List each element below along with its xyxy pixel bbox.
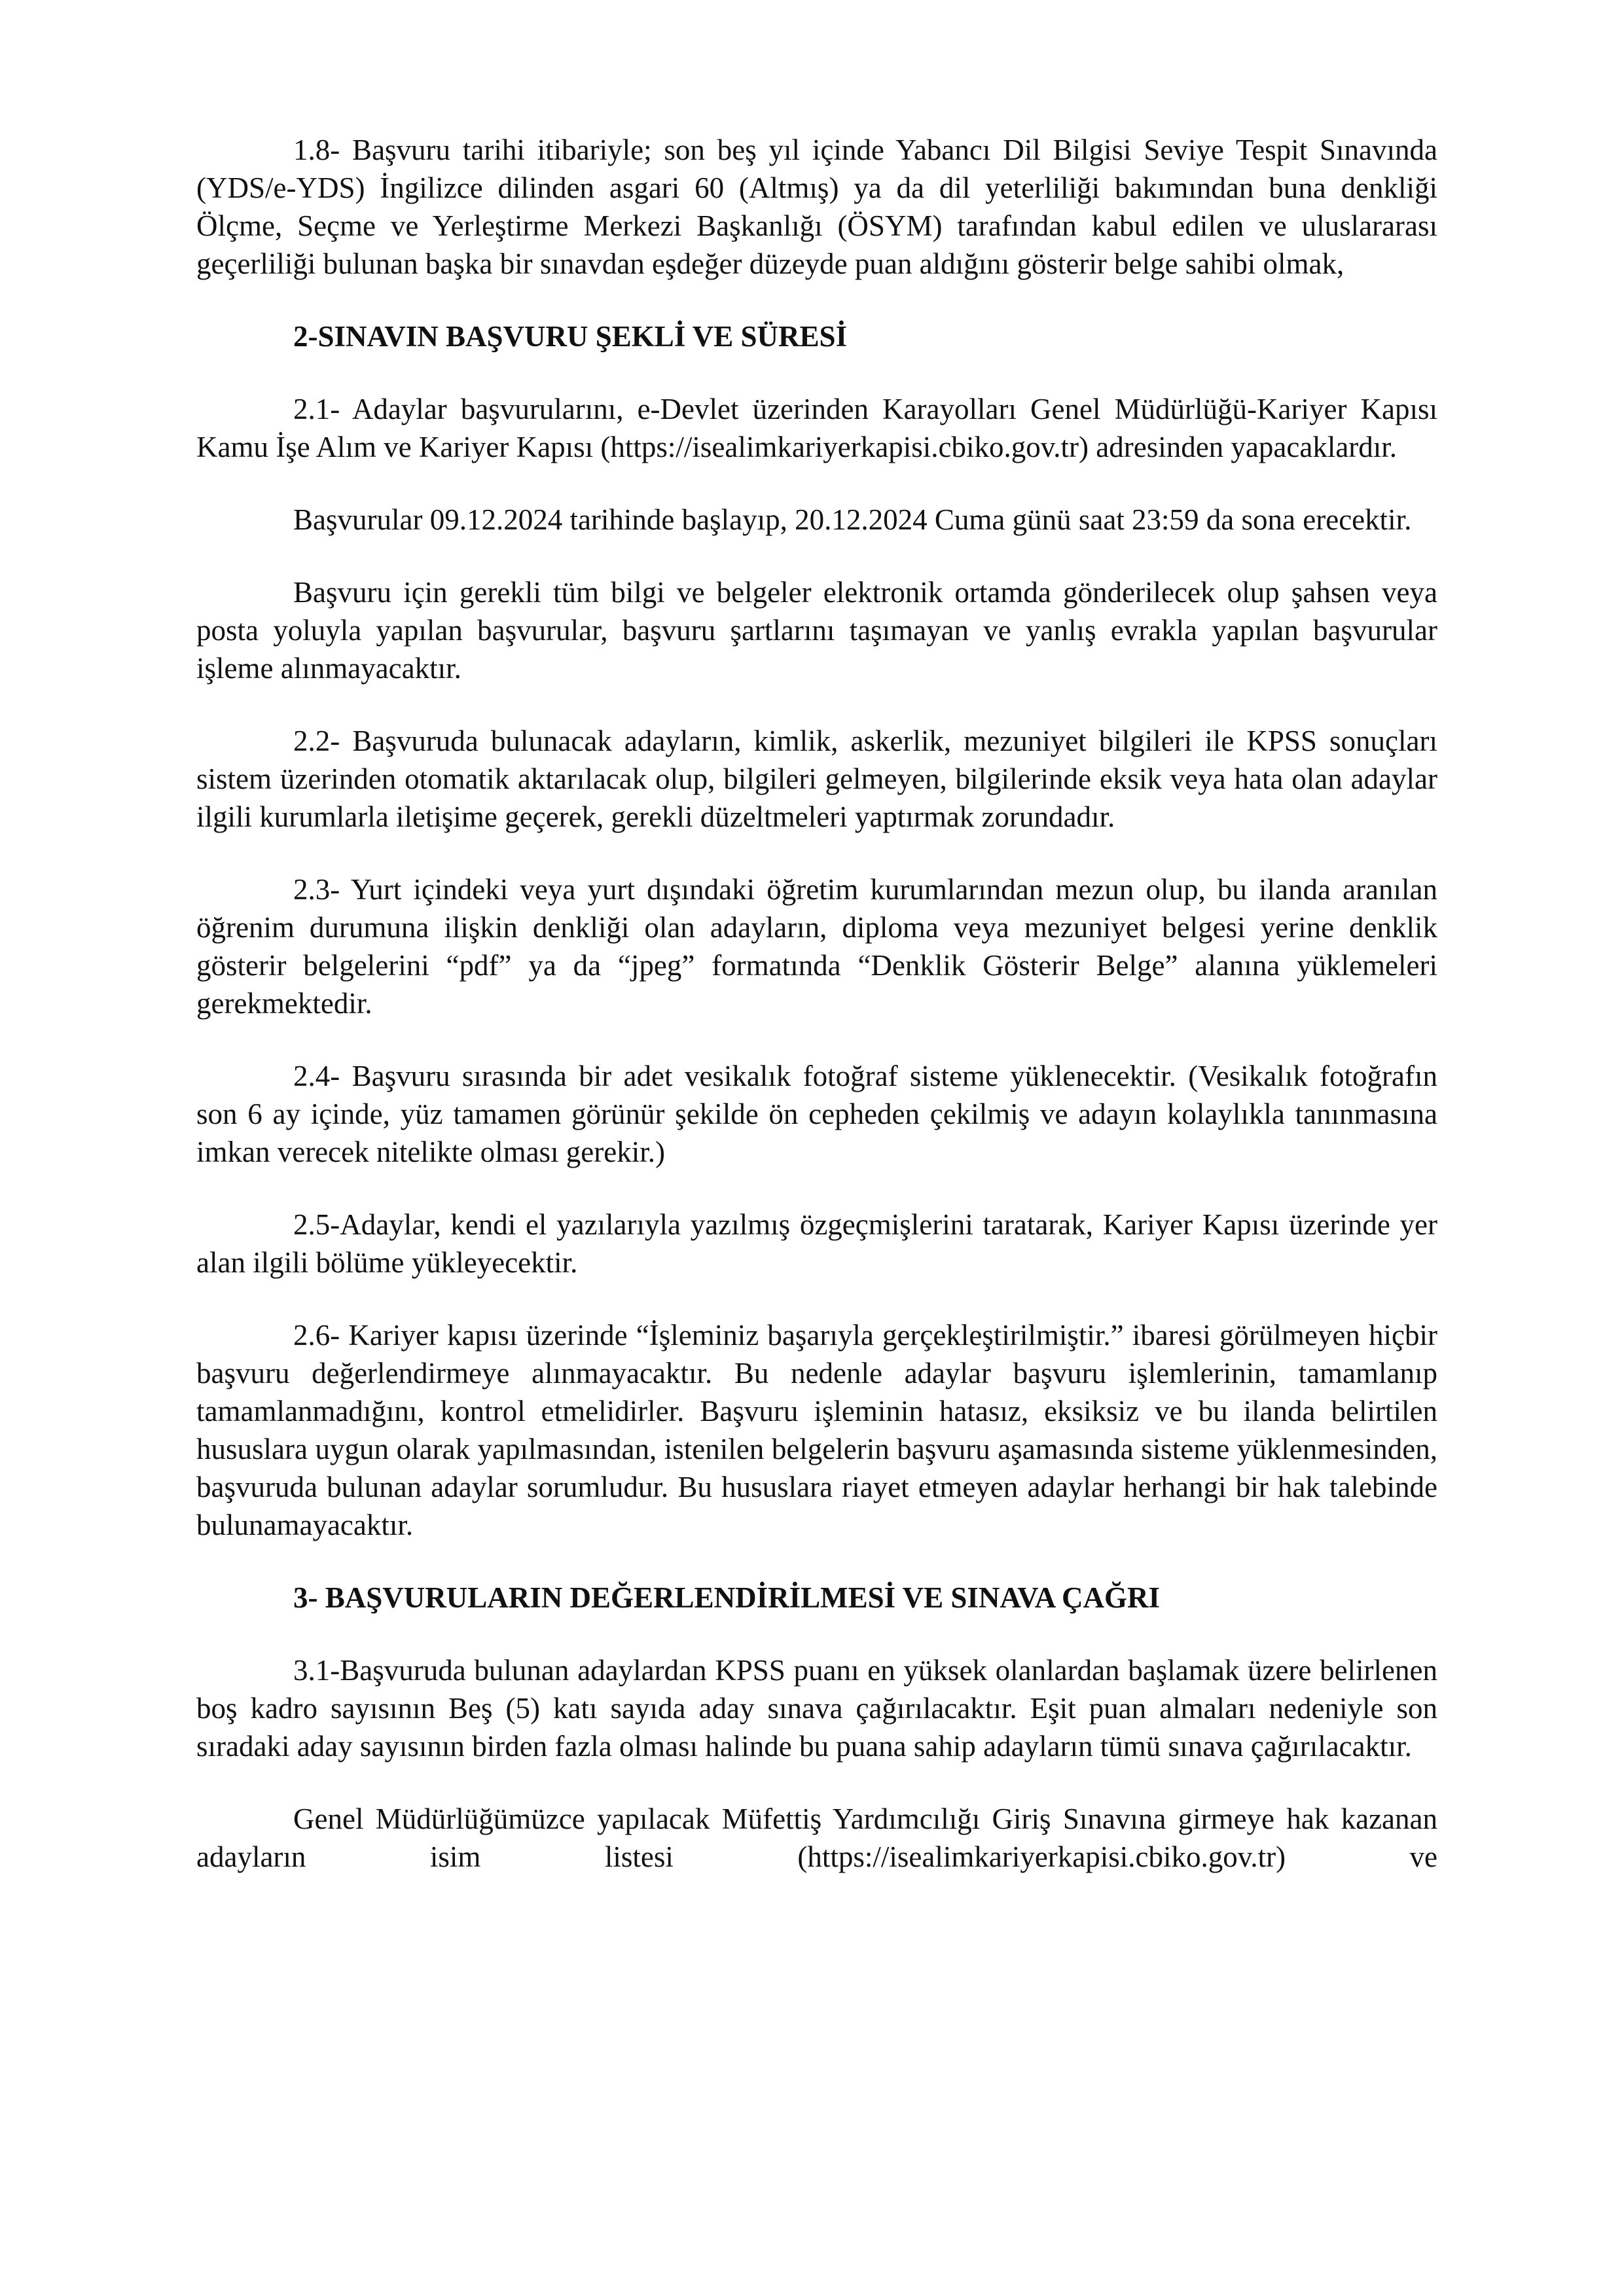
paragraph-2-4: 2.4- Başvuru sırasında bir adet vesikalık fotoğraf sisteme yüklenecektir. (Vesikalık fotoğrafın son 6 ay içinde, yüz tamamen görünür şekilde ön cepheden çekilmiş ve adayın kolaylıkla tanınmasına imkan verecek nitelikte olması gerekir.) xyxy=(196,1060,1437,1168)
paragraph-application-dates: Başvurular 09.12.2024 tarihinde başlayıp, 20.12.2024 Cuma günü saat 23:59 da sona erecektir. xyxy=(293,503,1412,536)
paragraph-2-2: 2.2- Başvuruda bulunacak adayların, kimlik, askerlik, mezuniyet bilgileri ile KPSS sonuçları sistem üzerinden otomatik aktarılacak olup, bilgileri gelmeyen, bilgilerinde eksik veya hata olan adaylar ilgili kurumlarla iletişime geçerek, gerekli düzeltmeleri yaptırmak zorundadır. xyxy=(196,725,1437,833)
paragraph-candidate-list: Genel Müdürlüğümüzce yapılacak Müfettiş Yardımcılığı Giriş Sınavına girmeye hak kazanan adayların isim listesi (https://isealimkariyerkapisi.cbiko.gov.tr) ve xyxy=(196,1803,1437,1873)
paragraph-2-1: 2.1- Adaylar başvurularını, e-Devlet üzerinden Karayolları Genel Müdürlüğü-Kariyer Kapısı Kamu İşe Alım ve Kariyer Kapısı (https://isealimkariyerkapisi.cbiko.gov.tr) adresinden yapacaklardır. xyxy=(196,393,1437,463)
section-heading-2: 2-SINAVIN BAŞVURU ŞEKLİ VE SÜRESİ xyxy=(293,320,848,353)
document-page xyxy=(196,131,1437,1910)
paragraph-2-3: 2.3- Yurt içindeki veya yurt dışındaki öğretim kurumlarından mezun olup, bu ilanda aranılan öğrenim durumuna ilişkin denkliği olan adayların, diploma veya mezuniyet belgesi yerine denklik gösterir belgelerini “pdf” ya da “jpeg” formatında “Denklik Gösterir Belge” alanına yüklemeleri gerekmektedir. xyxy=(196,873,1437,1020)
paragraph-2-6: 2.6- Kariyer kapısı üzerinde “İşleminiz başarıyla gerçekleştirilmiştir.” ibaresi görülmeyen hiçbir başvuru değerlendirmeye alınmayacaktır. Bu nedenle adaylar başvuru işlemlerinin, tamamlanıp tamamlanmadığını, kontrol etmelidirler. Başvuru işleminin hatasız, eksiksiz ve bu ilanda belirtilen hususlara uygun olarak yapılmasından, istenilen belgelerin başvuru aşamasında sisteme yüklenmesinden, başvuruda bulunan adaylar sorumludur. Bu hususlara riayet etmeyen adaylar herhangi bir hak talebinde bulunamayacaktır. xyxy=(196,1319,1437,1541)
section-heading-3: 3- BAŞVURULARIN DEĞERLENDİRİLMESİ VE SINAVA ÇAĞRI xyxy=(293,1581,1161,1614)
paragraph-electronic-submission: Başvuru için gerekli tüm bilgi ve belgeler elektronik ortamda gönderilecek olup şahsen veya posta yoluyla yapılan başvurular, başvuru şartlarını taşımayan ve yanlış evrakla yapılan başvurular işleme alınmayacaktır. xyxy=(196,576,1437,685)
paragraph-1-8: 1.8- Başvuru tarihi itibariyle; son beş yıl içinde Yabancı Dil Bilgisi Seviye Tespit Sınavında (YDS/e-YDS) İngilizce dilinden asgari 60 (Altmış) ya da dil yeterliliği bakımından buna denkliği Ölçme, Seçme ve Yerleştirme Merkezi Başkanlığı (ÖSYM) tarafından kabul edilen ve uluslararası geçerliliği bulunan başka bir sınavdan eşdeğer düzeyde puan aldığını gösterir belge sahibi olmak, xyxy=(196,134,1437,280)
paragraph-3-1: 3.1-Başvuruda bulunan adaylardan KPSS puanı en yüksek olanlardan başlamak üzere belirlenen boş kadro sayısının Beş (5) katı sayıda aday sınava çağırılacaktır. Eşit puan almaları nedeniyle son sıradaki aday sayısının birden fazla olması halinde bu puana sahip adayların tümü sınava çağırılacaktır. xyxy=(196,1654,1437,1763)
paragraph-2-5: 2.5-Adaylar, kendi el yazılarıyla yazılmış özgeçmişlerini taratarak, Kariyer Kapısı üzerinde yer alan ilgili bölüme yükleyecektir. xyxy=(196,1208,1437,1279)
